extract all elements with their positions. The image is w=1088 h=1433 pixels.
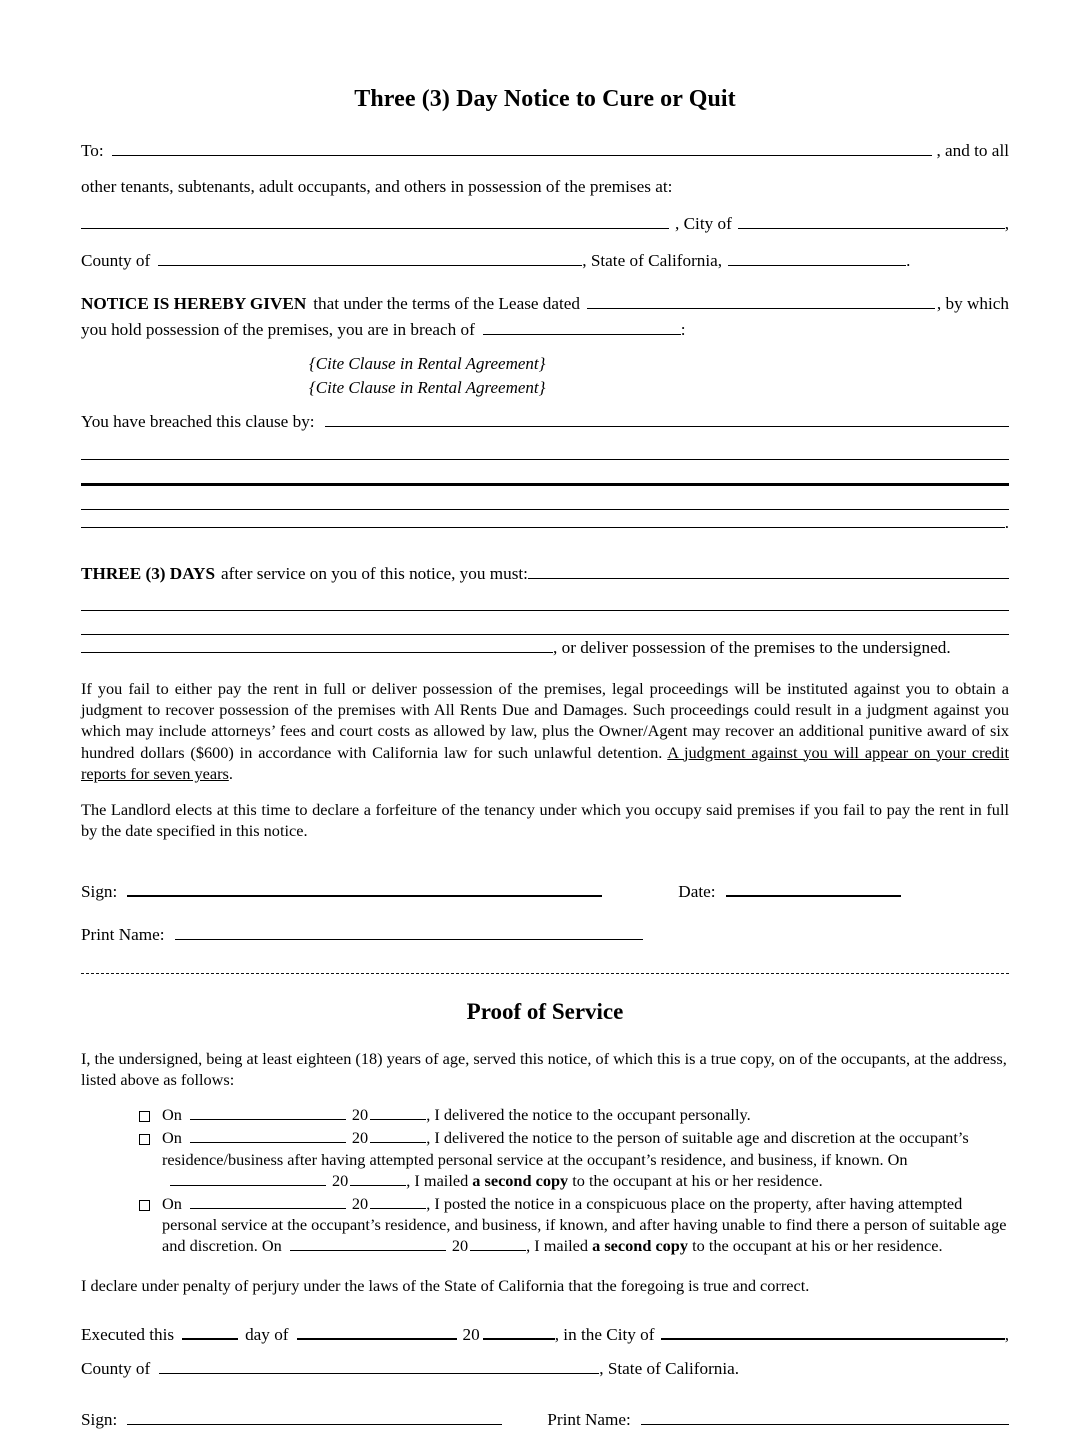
service-date-blank-2[interactable] [190,1127,346,1143]
year-prefix: 20 [351,1193,369,1213]
legal-paragraph-1-underlined: A judgment against you will appear on your credit reports for seven years [81,742,1009,783]
mailed-bold-text: a second copy [592,1236,689,1256]
spacer [81,1382,1009,1407]
print-name-row [81,922,1009,948]
sign-label: Sign: [81,882,118,902]
to-name-blank[interactable] [112,140,933,157]
date-blank[interactable] [726,879,901,897]
on-label: On [162,1105,182,1125]
legal-paragraph-2: The Landlord elects at this time to declare a forfeiture of the tenancy under which you occupy said premises if you fail to pay the rent in full by the date specified in this notice. [81,799,1009,841]
notice-heading: NOTICE IS HEREBY GIVEN [81,293,307,313]
notice-heading-line [81,291,1009,317]
executed-county-label: County of [81,1358,151,1378]
checkbox-icon[interactable] [139,1134,150,1145]
breach-description-blank-3[interactable] [81,460,1009,486]
three-days-last-line [81,635,1009,661]
breach-label: You have breached this clause by: [81,412,315,432]
spacer [81,1258,1009,1275]
to-line [81,138,1009,164]
executed-label: Executed this [81,1324,175,1344]
service-method-item-1[interactable] [81,1104,1009,1125]
occupants-line: other tenants, subtenants, adult occupants, and others in possession of the premises at: [81,176,673,196]
perjury-declaration: I declare under penalty of perjury under the laws of the State of California that the foregoing is true and correct. [81,1276,810,1296]
print-name-label: Print Name: [81,925,165,945]
county-line [81,248,1009,274]
breach-description-blank-2[interactable] [81,436,1009,460]
spacer [81,400,1009,409]
final-print-name-label: Print Name: [547,1409,631,1429]
day-of-label: day of [245,1324,289,1344]
service-method-item-1-text: , I delivered the notice to the occupant personally. [426,1105,751,1125]
breach-clause-blank[interactable] [483,318,681,335]
service-method-item-2[interactable] [81,1127,1009,1191]
second-year-prefix: 20 [451,1236,469,1256]
three-days-blank-2[interactable] [81,587,1009,611]
spacer [81,1297,1009,1322]
legal-paragraph-1-end: . [228,763,233,783]
service-method-item-2-text: , I delivered the notice to the person of suitable age and discretion at the occupant’s residence/business after having attempted personal service at the occupant’s residence, and business, if known. On [162,1128,969,1169]
proof-of-service-intro: I, the undersigned, being at least eighteen (18) years of age, served this notice, of which this is a true copy, on of the occupants, at the address, listed above as follows: [81,1048,1007,1089]
executed-day-blank[interactable] [182,1322,238,1340]
to-suffix: , and to all [936,141,1009,161]
three-days-text: after service on you of this notice, you must: [221,563,528,583]
premises-address-line [81,211,1009,237]
cite-clause-line-1: {Cite Clause in Rental Agreement} [309,354,546,374]
service-mail-date-blank-3[interactable] [290,1235,446,1251]
executed-year-blank[interactable] [483,1322,555,1340]
executed-city-suffix: , [1004,1324,1009,1344]
mailed-text-after: to the occupant at his or her residence. [568,1170,823,1190]
service-year-blank-3[interactable] [370,1193,426,1209]
three-days-blank-1[interactable] [528,562,1009,579]
breach-description-last-line [81,510,1009,536]
print-name-blank[interactable] [175,924,643,941]
executed-state-label: , State of California. [599,1358,740,1378]
mailed-text-before: , I mailed [406,1170,473,1190]
three-days-heading: THREE (3) DAYS [81,563,216,583]
service-method-list [81,1104,1009,1256]
executed-year-prefix: 20 [462,1324,480,1344]
spacer [81,343,1009,352]
service-date-blank-1[interactable] [190,1104,346,1120]
three-days-line [81,561,1009,587]
final-signature-blank[interactable] [127,1408,502,1425]
spacer [81,905,1009,922]
lease-date-blank[interactable] [587,292,935,309]
spacer [81,854,1009,879]
mailed-text-before: , I mailed [526,1236,593,1256]
spacer [81,974,1009,999]
breach-of-line [81,317,1009,343]
final-sign-row [81,1407,1009,1433]
state-zip-blank[interactable] [728,249,906,266]
spacer [81,274,1009,291]
by-which-text: , by which [936,293,1009,313]
signature-blank[interactable] [127,879,602,897]
document-content [81,86,1009,1433]
breach-colon: : [680,320,686,340]
service-mail-date-blank-2[interactable] [170,1170,326,1186]
cite-clause-line-2: {Cite Clause in Rental Agreement} [309,378,546,398]
county-blank[interactable] [158,249,582,266]
service-method-item-1-body [162,1104,1009,1125]
year-prefix: 20 [351,1105,369,1125]
sign-date-row [81,879,1009,905]
service-method-item-3-text: , I posted the notice in a conspicuous place on the property, after having attempted personal service at the occupant’s residence, and business, if known, and after having unable to find there a person of suitable age and discretion. On [162,1193,1007,1256]
checkbox-icon[interactable] [139,1200,150,1211]
year-prefix: 20 [351,1128,369,1148]
three-days-blank-3[interactable] [81,611,1009,635]
mailed-bold-text: a second copy [472,1170,569,1190]
second-year-prefix: 20 [332,1170,349,1190]
breach-description-line [81,409,1009,435]
service-mail-year-blank-2[interactable] [350,1170,406,1186]
service-date-blank-3[interactable] [190,1193,346,1209]
to-label: To: [81,141,104,161]
final-print-name-blank[interactable] [641,1408,1009,1425]
executed-county-blank[interactable] [159,1357,599,1374]
on-label: On [162,1128,182,1148]
lease-dated-text: that under the terms of the Lease dated [313,293,581,313]
service-method-item-3[interactable] [81,1193,1009,1257]
service-year-blank-2[interactable] [370,1127,426,1143]
city-suffix: , [1004,213,1009,233]
mailed-text-after: to the occupant at his or her residence. [688,1236,943,1256]
spacer [81,661,1009,678]
checkbox-icon[interactable] [139,1111,150,1122]
state-label: , State of California, [582,250,723,270]
breach-description-blank-1[interactable] [325,411,1009,428]
final-sign-label: Sign: [81,1409,118,1429]
state-suffix: . [906,250,911,270]
service-method-item-3-body [162,1193,1009,1257]
service-year-blank-1[interactable] [370,1104,426,1120]
service-method-item-2-body [162,1127,1009,1191]
proof-of-service-title: Proof of Service [466,998,624,1024]
legal-paragraph-1 [81,678,1009,784]
executed-city-label: , in the City of [554,1324,655,1344]
breach-description-blank-5[interactable] [81,511,1005,528]
executed-line [81,1322,1009,1348]
premises-address-blank[interactable] [81,212,669,229]
page-title: Three (3) Day Notice to Cure or Quit [354,86,736,112]
executed-county-line [81,1356,1009,1382]
executed-month-blank[interactable] [297,1322,457,1340]
date-label: Date: [678,882,716,902]
breach-end-punct: . [1004,512,1009,532]
spacer [81,536,1009,561]
city-blank[interactable] [738,212,1005,229]
city-label: , City of [675,213,732,233]
executed-city-blank[interactable] [661,1322,1004,1340]
service-mail-year-blank-3[interactable] [470,1235,526,1251]
legal-paragraph-1-text: If you fail to either pay the rent in full or deliver possession of the premises, legal proceedings will be instituted against you to obtain a judgment to recover possession of the premises with All Rents Due and Damages. Such proceedings could result in a judgment against you which may include attorneys’ fees and court costs as allowed by law, plus the Owner/Agent may recover an additional punitive award of six hundred dollars ($600) in accordance with California law for such unlawful detention. [81,679,1009,762]
on-label: On [162,1193,182,1213]
deliver-possession-text: , or deliver possession of the premises to the undersigned. [553,637,951,657]
county-label: County of [81,250,151,270]
breach-description-blank-4[interactable] [81,486,1009,510]
three-days-blank-4[interactable] [81,636,553,653]
possession-text: you hold possession of the premises, you are in breach of [81,320,475,340]
